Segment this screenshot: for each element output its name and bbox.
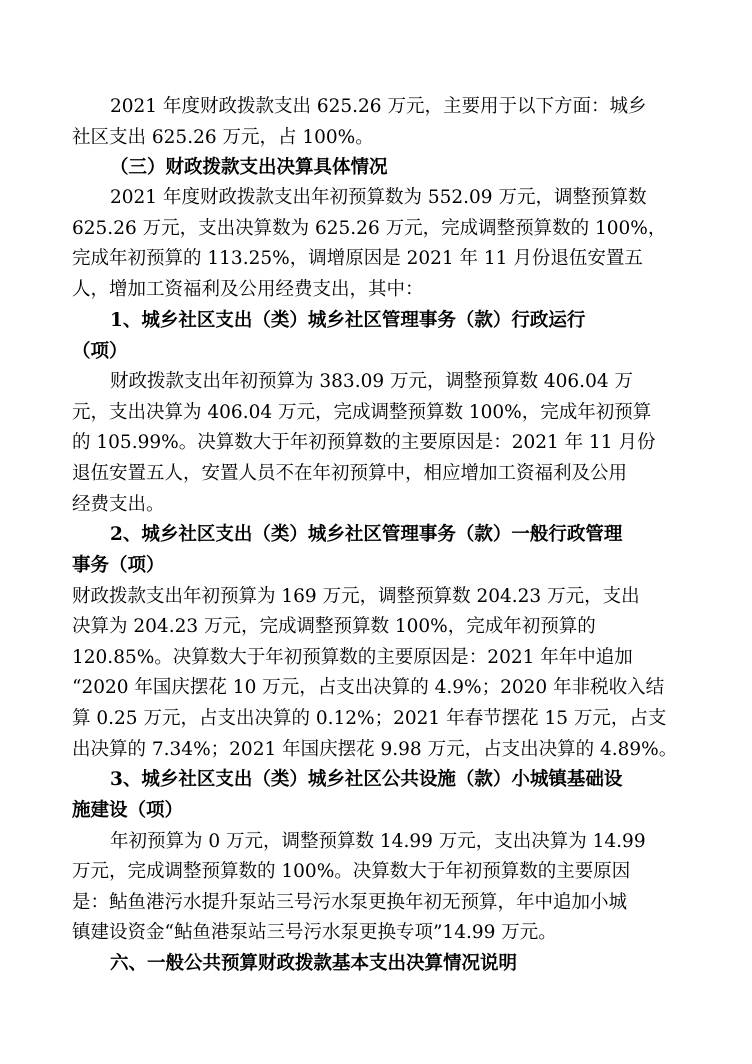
body-text-line: 万元，完成调整预算数的 100%。决算数大于年初预算数的主要原因 (72, 861, 631, 882)
body-text-line: 经费支出。 (72, 494, 165, 515)
body-text-line: 2021 年度财政拨款支出年初预算数为 552.09 万元，调整预算数 (110, 187, 647, 208)
body-text-line: 的 105.99%。决算数大于年初预算数的主要原因是：2021 年 11 月份 (72, 432, 656, 453)
subsection-heading: 2、城乡社区支出（类）城乡社区管理事务（款）一般行政管理 (110, 524, 623, 545)
body-text-line: 元，支出决算为 406.04 万元，完成调整预算数 100%，完成年初预算 (72, 402, 652, 423)
body-text-line: 财政拨款支出年初预算为 169 万元，调整预算数 204.23 万元，支出 (72, 586, 640, 607)
body-text-line: 2021 年度财政拨款支出 625.26 万元，主要用于以下方面：城乡 (110, 96, 647, 117)
body-text-line: 出决算的 7.34%；2021 年国庆摆花 9.98 万元，占支出决算的 4.89%。 (72, 739, 678, 760)
body-text-line: 年初预算为 0 万元，调整预算数 14.99 万元，支出决算为 14.99 (110, 831, 646, 852)
body-text-line: 社区支出 625.26 万元，占 100%。 (72, 127, 374, 148)
body-text-line: 财政拨款支出年初预算为 383.09 万元，调整预算数 406.04 万 (110, 371, 633, 392)
subsection-heading: 1、城乡社区支出（类）城乡社区管理事务（款）行政运行 (110, 310, 586, 331)
section-heading: （三）财政拨款支出决算具体情况 (110, 157, 388, 178)
body-text-line: 120.85%。决算数大于年初预算数的主要原因是：2021 年年中追加 (72, 647, 633, 668)
body-text-line: 决算为 204.23 万元，完成调整预算数 100%，完成年初预算的 (72, 616, 596, 637)
body-text-line: 退伍安置五人，安置人员不在年初预算中，相应增加工资福利及公用 (72, 463, 628, 484)
section-heading: 六、一般公共预算财政拨款基本支出决算情况说明 (110, 953, 518, 974)
body-text-line: 算 0.25 万元，占支出决算的 0.12%；2021 年春节摆花 15 万元，占支 (72, 708, 667, 729)
body-text-line: 镇建设资金“鲇鱼港泵站三号污水泵更换专项”14.99 万元。 (72, 922, 557, 943)
body-text-line: 完成年初预算的 113.25%，调增原因是 2021 年 11 月份退伍安置五 (72, 248, 643, 269)
subsection-heading: 施建设（项） (72, 800, 184, 821)
subsection-heading: 事务（项） (72, 555, 165, 576)
body-text-line: 是：鲇鱼港污水提升泵站三号污水泵更换年初无预算，年中追加小城 (72, 892, 628, 913)
subsection-heading: 3、城乡社区支出（类）城乡社区公共设施（款）小城镇基础设 (110, 769, 623, 790)
subsection-heading: （项） (72, 341, 128, 362)
body-text-line: 人，增加工资福利及公用经费支出，其中： (72, 279, 424, 300)
body-text-line: 625.26 万元，支出决算数为 625.26 万元，完成调整预算数的 100%， (72, 218, 667, 239)
body-text-line: “2020 年国庆摆花 10 万元，占支出决算的 4.9%；2020 年非税收入结 (72, 677, 665, 698)
